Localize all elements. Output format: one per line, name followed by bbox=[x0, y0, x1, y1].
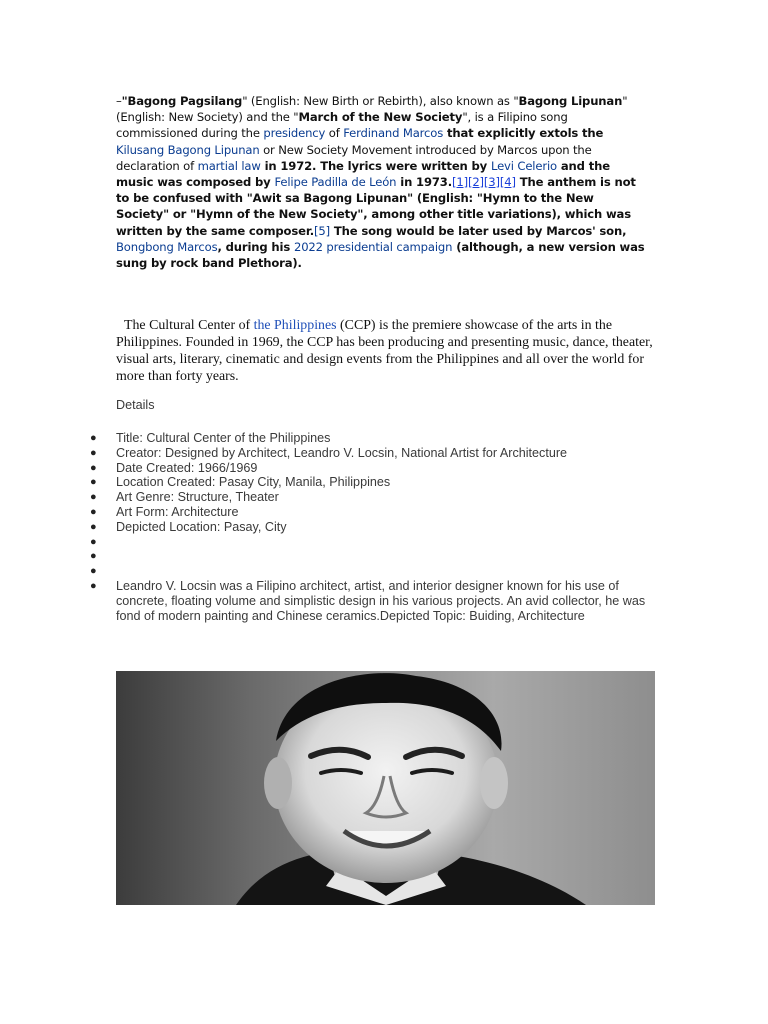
list-item: ● Title: Cultural Center of the Philippines bbox=[90, 431, 331, 445]
link-martial-law[interactable]: martial law bbox=[197, 158, 261, 173]
anthem-paragraph: –"Bagong Pagsilang" (English: New Birth or Rebirth), also known as "Bagong Lipunan" (English: New Society) and the "March of the New Society", is a Filipino song commissioned during the presidency of Ferdinand Marcos that explicitly extols the Kilusang Bagong Lipunan or New Society Movement introduced by Marcos upon the declaration of martial law in 1972. The lyrics were written by Levi Celerio and the music was composed by Felipe Padilla de León in 1973.[1][2][3][4] The anthem is not to be confused with "Awit sa Bagong Lipunan" (English: "Hymn to the New Society" or "Hymn of the New Society", among other title variations), which was written by the same composer.[5] The song would be later used by Marcos' son, Bongbong Marcos, during his 2022 presidential campaign (although, a new version was sung by rock band Plethora). bbox=[116, 94, 645, 271]
details-heading: Details bbox=[116, 398, 155, 412]
link-bongbong-marcos[interactable]: Bongbong Marcos bbox=[116, 239, 218, 254]
bullet-icon: ● bbox=[90, 491, 97, 504]
link-the-philippines[interactable]: the Philippines bbox=[253, 318, 337, 333]
song-title-bold: Bagong Pagsilang bbox=[127, 94, 243, 108]
bullet-icon: ● bbox=[90, 579, 97, 592]
link-presidency[interactable]: presidency bbox=[263, 126, 326, 141]
list-item: ● Art Genre: Structure, Theater bbox=[90, 490, 279, 505]
list-item: ● Leandro V. Locsin was a Filipino architect, artist, and interior designer known for his use of concrete, floating volume and simplistic design in his various projects. An avid collector, he was fond of modern painting and Chinese ceramics.Depicted Topic: Buiding, Architecture bbox=[90, 578, 646, 623]
bullet-icon: ● bbox=[90, 461, 97, 474]
bullet-icon: ● bbox=[90, 535, 97, 548]
portrait-photo bbox=[116, 671, 655, 905]
list-item: ● Depicted Location: Pasay, City bbox=[90, 519, 287, 534]
march-title-bold: March of the New Society bbox=[298, 110, 463, 125]
link-levi-celerio[interactable]: Levi Celerio bbox=[490, 158, 557, 173]
list-item bbox=[90, 549, 650, 564]
dash-text: – bbox=[116, 94, 122, 108]
list-item: ● Location Created: Pasay City, Manila, Philippines bbox=[90, 475, 391, 490]
bullet-icon: ● bbox=[90, 565, 97, 578]
list-item: ● Date Created: 1966/1969 bbox=[90, 460, 258, 475]
link-kilusang-bagong-lipunan[interactable]: Kilusang Bagong Lipunan bbox=[116, 142, 260, 157]
bullet-icon: ● bbox=[90, 520, 97, 533]
bullet-icon: ● bbox=[90, 432, 97, 444]
list-item: ● Creator: Designed by Architect, Leandro V. Locsin, National Artist for Architecture bbox=[90, 445, 568, 460]
list-item: ● Art Form: Architecture bbox=[90, 504, 239, 519]
list-item bbox=[90, 535, 650, 550]
link-felipe-padilla-de-leon[interactable]: Felipe Padilla de León bbox=[274, 175, 397, 190]
bullet-icon: ● bbox=[90, 505, 97, 518]
bullet-icon: ● bbox=[90, 550, 97, 563]
link-ferdinand-marcos[interactable]: Ferdinand Marcos bbox=[343, 126, 444, 141]
reference-links-1-4[interactable]: [1][2][3][4] bbox=[451, 175, 516, 190]
portrait-image bbox=[116, 671, 655, 905]
ccp-paragraph: The Cultural Center of the Philippines (CCP) is the premiere showcase of the arts in the Philippines. Founded in 1969, the CCP has been producing and presenting music, dance, theater, visual arts, literary, cinematic and design events from the Philippines and all over the world for more than forty years. bbox=[116, 318, 653, 384]
details-list bbox=[90, 431, 650, 623]
bullet-icon: ● bbox=[90, 446, 97, 459]
reference-link-5[interactable]: [5] bbox=[314, 223, 330, 238]
link-2022-presidential-campaign[interactable]: 2022 presidential campaign bbox=[293, 239, 453, 254]
list-item bbox=[90, 564, 650, 579]
bullet-icon: ● bbox=[90, 476, 97, 489]
alt-title-bold: Bagong Lipunan bbox=[518, 94, 623, 108]
